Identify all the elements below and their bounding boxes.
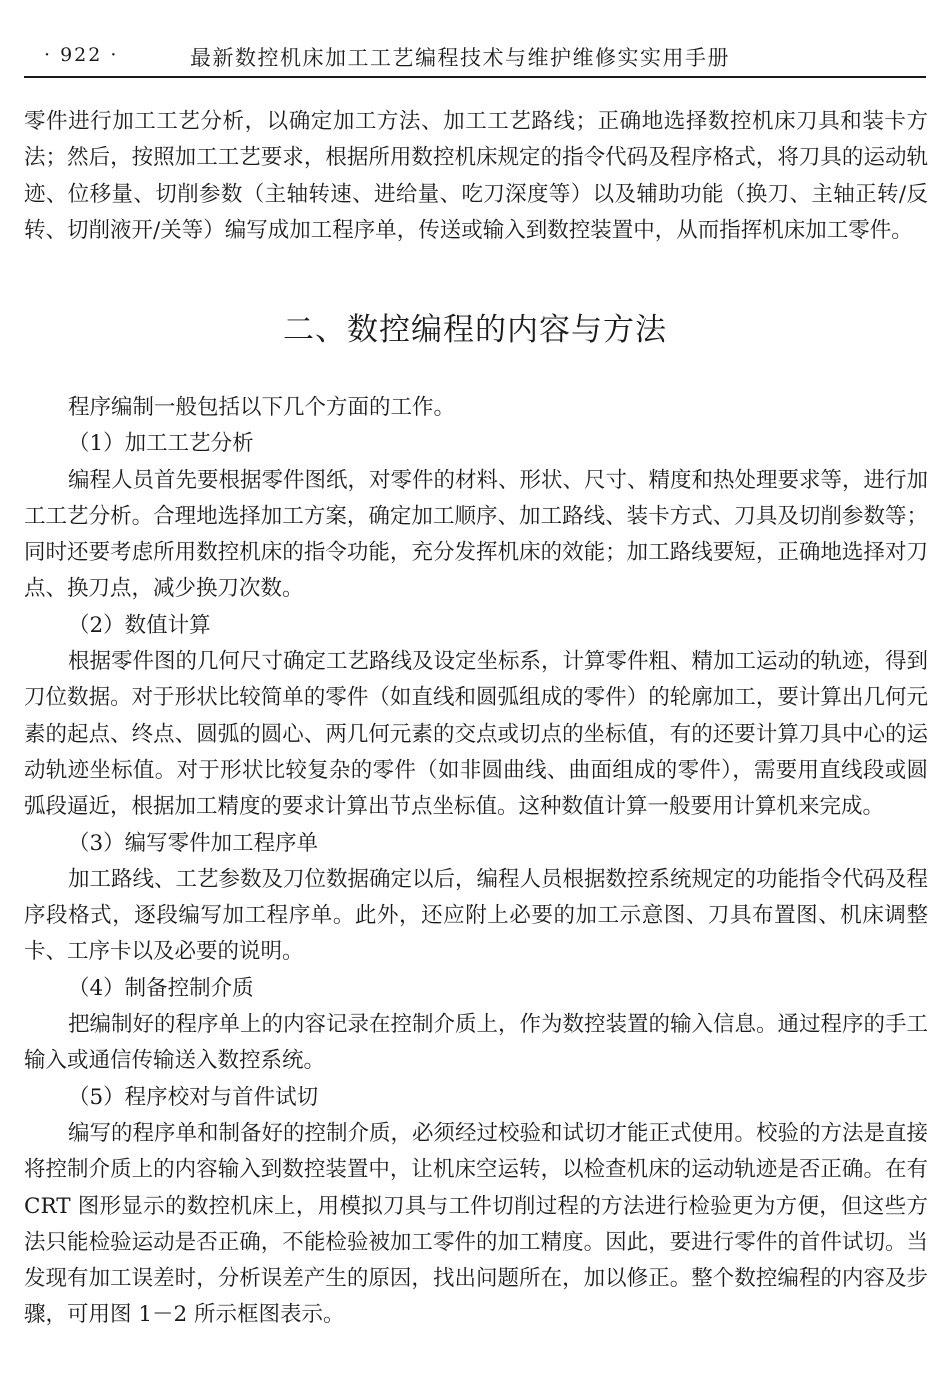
running-head-title: 最新数控机床加工工艺编程技术与维护维修实实用手册 bbox=[190, 46, 730, 70]
item-heading-2: （2）数值计算 bbox=[68, 612, 211, 638]
page-header bbox=[24, 36, 926, 80]
item-heading-1: （1）加工工艺分析 bbox=[68, 431, 254, 457]
header-rule bbox=[24, 76, 926, 78]
item-heading-4: （4）制备控制介质 bbox=[68, 975, 254, 1001]
intro-paragraph: 零件进行加工工艺分析，以确定加工方法、加工工艺路线；正确地选择数控机床刀具和装卡方法；然后，按照加工工艺要求，根据所用数控机床规定的指令代码及程序格式，将刀具的运动轨迹、位移量、切削参数（主轴转速、进给量、吃刀深度等）以及辅助功能（换刀、主轴正转/反转、切削液开/关等）编写成加工程序单，传送或输入到数控装置中，从而指挥机床加工零件。 bbox=[24, 109, 928, 243]
intro-block bbox=[24, 104, 928, 249]
item-text-1: 编程人员首先要根据零件图纸，对零件的材料、形状、尺寸、精度和热处理要求等，进行加工工艺分析。合理地选择加工方案，确定加工顺序、加工路线、装卡方式、刀具及切削参数等；同时还要考虑所用数控机床的指令功能，充分发挥机床的效能；加工路线要短，正确地选择对刀点、换刀点，减少换刀次数。 bbox=[24, 467, 929, 602]
page-number: · 922 · bbox=[44, 44, 119, 66]
section-title: 二、数控编程的内容与方法 bbox=[283, 312, 667, 348]
section-body bbox=[24, 390, 928, 1334]
item-text-4: 把编制好的程序单上的内容记录在控制介质上，作为数控装置的输入信息。通过程序的手工输入或通信传输送入数控系统。 bbox=[24, 1012, 929, 1074]
item-heading-3: （3）编写零件加工程序单 bbox=[68, 830, 319, 856]
item-heading-5: （5）程序校对与首件试切 bbox=[68, 1084, 319, 1110]
item-text-5: 编写的程序单和制备好的控制介质，必须经过校验和试切才能正式使用。校验的方法是直接将控制介质上的内容输入到数控装置中，让机床空运转，以检查机床的运动轨迹是否正确。在有 CRT 图形显示的数控机床上，用模拟刀具与工件切削过程的方法进行检验更为方便，但这些方法只能检验运动是否正确，不能检验被加工零件的加工精度。因此，要进行零件的首件试切。当发现有加工误差时，分析误差产生的原因，找出问题所在，加以修正。整个数控编程的内容及步骤，可用图 1－2 所示框图表示。 bbox=[24, 1120, 929, 1328]
item-text-3: 加工路线、工艺参数及刀位数据确定以后，编程人员根据数控系统规定的功能指令代码及程序段格式，逐段编写加工程序单。此外，还应附上必要的加工示意图、刀具布置图、机床调整卡、工序卡以及必要的说明。 bbox=[24, 866, 929, 965]
section-lead: 程序编制一般包括以下几个方面的工作。 bbox=[68, 395, 456, 420]
item-text-2: 根据零件图的几何尺寸确定工艺路线及设定坐标系，计算零件粗、精加工运动的轨迹，得到刀位数据。对于形状比较简单的零件（如直线和圆弧组成的零件）的轮廓加工，要计算出几何元素的起点、终点、圆弧的圆心、两几何元素的交点或切点的坐标值，有的还要计算刀具中心的运动轨迹坐标值。对于形状比较复杂的零件（如非圆曲线、曲面组成的零件），需要用直线段或圆弧段逼近，根据加工精度的要求计算出节点坐标值。这种数值计算一般要用计算机来完成。 bbox=[24, 649, 929, 820]
